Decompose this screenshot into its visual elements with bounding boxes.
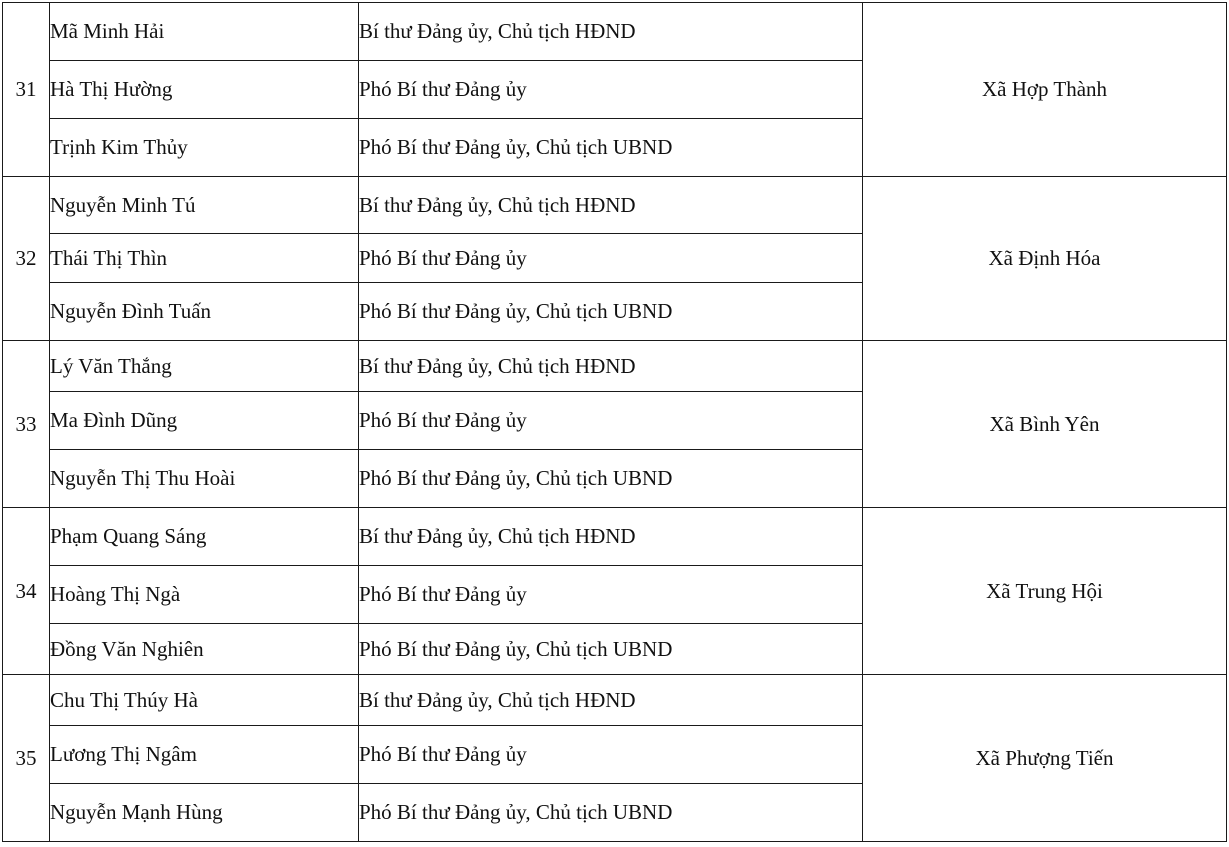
commune-name: Xã Hợp Thành	[863, 3, 1227, 177]
person-name: Thái Thị Thìn	[50, 234, 359, 283]
person-role: Phó Bí thư Đảng ủy, Chủ tịch UBND	[359, 119, 863, 177]
person-role: Bí thư Đảng ủy, Chủ tịch HĐND	[359, 675, 863, 726]
person-role: Phó Bí thư Đảng ủy	[359, 234, 863, 283]
table-row	[3, 177, 1227, 234]
person-name: Nguyễn Mạnh Hùng	[50, 784, 359, 842]
commune-name: Xã Phượng Tiến	[863, 675, 1227, 842]
person-role: Bí thư Đảng ủy, Chủ tịch HĐND	[359, 3, 863, 61]
row-number: 31	[3, 3, 50, 177]
person-role: Bí thư Đảng ủy, Chủ tịch HĐND	[359, 177, 863, 234]
person-name: Nguyễn Minh Tú	[50, 177, 359, 234]
person-name: Ma Đình Dũng	[50, 392, 359, 450]
person-role: Bí thư Đảng ủy, Chủ tịch HĐND	[359, 341, 863, 392]
row-number: 32	[3, 177, 50, 341]
person-name: Chu Thị Thúy Hà	[50, 675, 359, 726]
person-role: Phó Bí thư Đảng ủy	[359, 726, 863, 784]
person-role: Phó Bí thư Đảng ủy	[359, 61, 863, 119]
table-row	[3, 3, 1227, 61]
person-name: Lương Thị Ngâm	[50, 726, 359, 784]
person-role: Phó Bí thư Đảng ủy, Chủ tịch UBND	[359, 784, 863, 842]
person-name: Lý Văn Thắng	[50, 341, 359, 392]
commune-name: Xã Trung Hội	[863, 508, 1227, 675]
table-row	[3, 341, 1227, 392]
row-number: 33	[3, 341, 50, 508]
person-name: Trịnh Kim Thủy	[50, 119, 359, 177]
person-role: Phó Bí thư Đảng ủy	[359, 392, 863, 450]
row-number: 35	[3, 675, 50, 842]
person-name: Hoàng Thị Ngà	[50, 566, 359, 624]
person-role: Bí thư Đảng ủy, Chủ tịch HĐND	[359, 508, 863, 566]
commune-name: Xã Bình Yên	[863, 341, 1227, 508]
person-name: Nguyễn Đình Tuấn	[50, 283, 359, 341]
person-role: Phó Bí thư Đảng ủy	[359, 566, 863, 624]
table-row	[3, 675, 1227, 726]
person-name: Mã Minh Hải	[50, 3, 359, 61]
person-role: Phó Bí thư Đảng ủy, Chủ tịch UBND	[359, 624, 863, 675]
person-role: Phó Bí thư Đảng ủy, Chủ tịch UBND	[359, 450, 863, 508]
table-row	[3, 508, 1227, 566]
person-name: Đồng Văn Nghiên	[50, 624, 359, 675]
row-number: 34	[3, 508, 50, 675]
person-name: Nguyễn Thị Thu Hoài	[50, 450, 359, 508]
person-name: Hà Thị Hường	[50, 61, 359, 119]
person-name: Phạm Quang Sáng	[50, 508, 359, 566]
commune-name: Xã Định Hóa	[863, 177, 1227, 341]
personnel-table	[2, 2, 1227, 842]
person-role: Phó Bí thư Đảng ủy, Chủ tịch UBND	[359, 283, 863, 341]
